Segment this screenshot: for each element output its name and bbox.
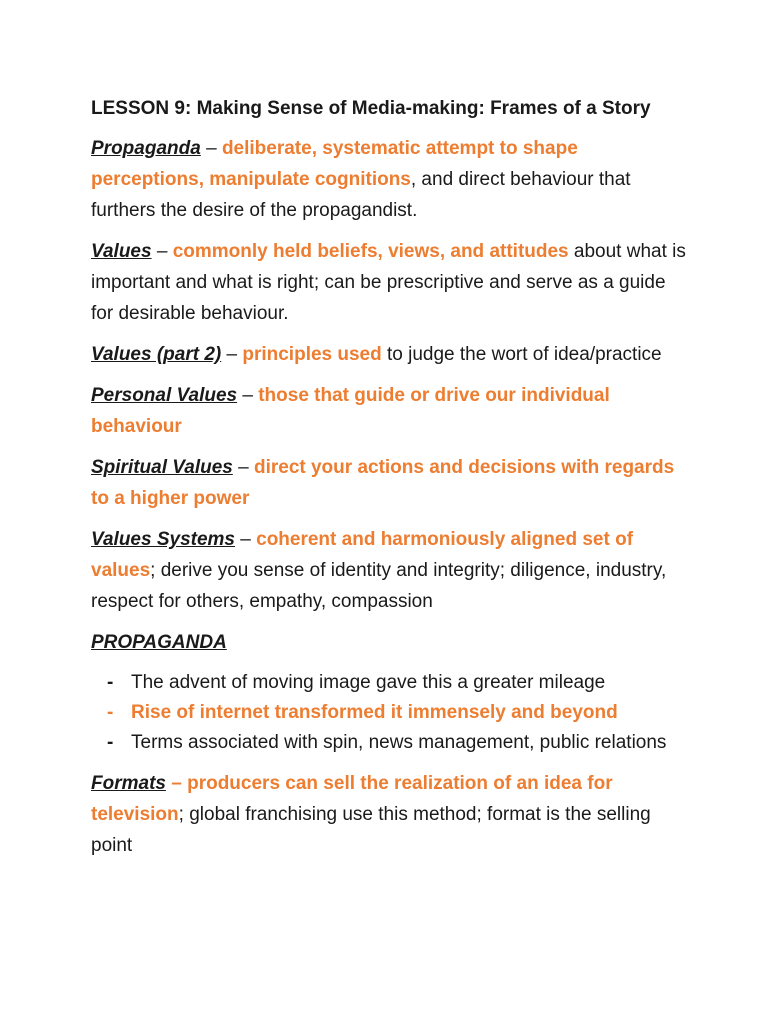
highlighted-definition: commonly held beliefs, views, and attitudes	[172, 241, 569, 262]
definition-formats	[91, 768, 688, 861]
definition-values-systems	[91, 524, 688, 617]
section-heading-propaganda: PROPAGANDA	[91, 632, 227, 653]
highlighted-definition: producers can sell the realization of an idea for television	[91, 773, 613, 825]
highlighted-definition: direct your actions and decisions with regards to a higher power	[91, 457, 675, 509]
highlighted-definition: principles used	[242, 344, 382, 365]
separator: –	[200, 138, 222, 159]
highlighted-definition: coherent and harmoniously aligned set of values	[91, 529, 634, 581]
highlighted-definition: those that guide or drive our individual behaviour	[91, 385, 610, 437]
separator: –	[151, 241, 173, 262]
definition-rest: ; global franchising use this method; format is the selling point	[91, 804, 651, 856]
list-item	[107, 668, 688, 698]
definition-rest: ; derive you sense of identity and integrity; diligence, industry, respect for others, empathy, compassion	[91, 560, 667, 612]
term: Values	[91, 241, 152, 262]
term: Propaganda	[91, 138, 201, 159]
definition-rest: about what is important and what is right; can be prescriptive and serve as a guide for desirable behaviour.	[91, 241, 686, 324]
separator: –	[237, 385, 259, 406]
list-item	[107, 728, 688, 758]
list-item	[107, 698, 688, 728]
bullet-text: The advent of moving image gave this a greater mileage	[131, 672, 606, 693]
propaganda-bullet-list	[91, 668, 688, 758]
bullet-dash: -	[107, 732, 114, 753]
lesson-title: LESSON 9: Making Sense of Media-making: Frames of a Story	[91, 98, 651, 119]
bullet-dash: -	[107, 672, 114, 693]
term: Spiritual Values	[91, 457, 233, 478]
bullet-dash: -	[107, 702, 114, 723]
definition-propaganda	[91, 133, 688, 226]
definition-values	[91, 236, 688, 329]
term: Values (part 2)	[91, 344, 222, 365]
definition-rest: , and direct behaviour that furthers the desire of the propagandist.	[91, 169, 631, 221]
term: Values Systems	[91, 529, 235, 550]
definition-spiritual-values	[91, 452, 688, 514]
term: Personal Values	[91, 385, 238, 406]
separator: –	[221, 344, 243, 365]
definition-values-part-2	[91, 339, 688, 370]
bullet-text: Terms associated with spin, news management, public relations	[131, 732, 667, 753]
separator: –	[235, 529, 257, 550]
highlighted-definition: deliberate, systematic attempt to shape perceptions, manipulate cognitions	[91, 138, 578, 190]
separator: –	[165, 773, 188, 794]
definition-rest: to judge the wort of idea/practice	[381, 344, 662, 365]
definition-personal-values	[91, 380, 688, 442]
bullet-text: Rise of internet transformed it immensely and beyond	[131, 702, 618, 723]
term: Formats	[91, 773, 166, 794]
separator: –	[232, 457, 254, 478]
